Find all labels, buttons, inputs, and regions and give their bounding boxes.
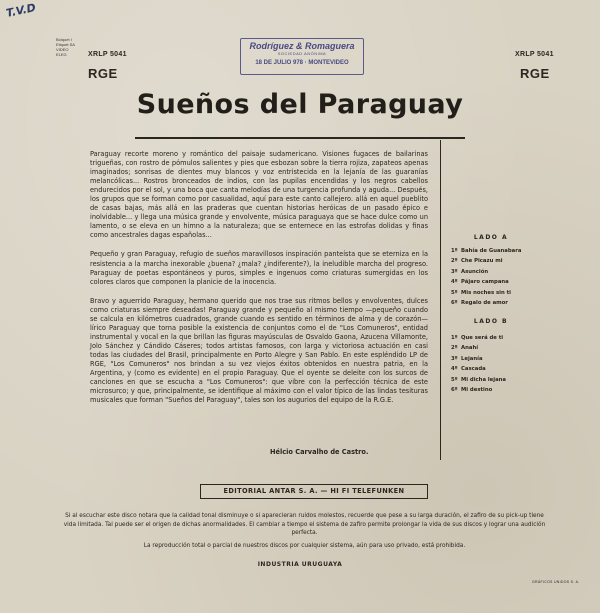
track-item: 2º Anahí bbox=[451, 345, 479, 352]
track-item: 6º Regalo de amor bbox=[451, 300, 508, 307]
stamp-line-1: Rodríguez & Romaguera bbox=[249, 41, 355, 51]
catalog-number-left: XRLP 5041 bbox=[88, 51, 127, 58]
title-underline bbox=[135, 137, 465, 139]
liner-notes bbox=[90, 150, 428, 415]
track-item: 1º Que será de ti bbox=[451, 335, 504, 341]
track-item: 5º Mi dicha lejana bbox=[451, 376, 507, 383]
track-item: 3º Lejanía bbox=[451, 355, 483, 362]
liner-signature: Hélcio Carvalho de Castro. bbox=[270, 448, 369, 456]
track-item: 4º Cascada bbox=[451, 366, 486, 373]
track-item: 2º Che Picazu mi bbox=[451, 258, 503, 265]
top-label-line: VIDEO bbox=[56, 47, 69, 52]
track-item: 1º Bahía de Guanabara bbox=[451, 248, 522, 254]
industry-origin: INDUSTRIA URUGUAYA bbox=[257, 561, 343, 568]
reproduction-notice: La reproducción total o parcial de nuestros discos por cualquier sistema, aún para uso privado, está prohibida. bbox=[143, 543, 466, 549]
track-item: 5º Mis noches sin ti bbox=[451, 289, 511, 296]
printer-credit: GRÁFICOS UNIDOS S. A. bbox=[532, 580, 580, 584]
track-item: 3º Asunción bbox=[451, 268, 489, 275]
store-stamp bbox=[240, 38, 364, 75]
liner-paragraph: Paraguay recorte moreno y romántico del paisaje sudamericano. Visiones fugaces de bailarinas trigueñas, con rostro de pómulos salientes y pies que esbozan sobre la tierra rojiza, zapateos apenas imaginados; sonrisas de dientes muy blancos y voz entristecida en la lejanía de las guaranías melancólicas... Rostros bronceados de indios, con las pupilas encendidas y los negros cabellos endurecidos por el sol, y una boca que canta melodías de una turgencia profunda y aguda... Después, los grupos que se forman como por casualidad, aquí para este canto callejero. allá en aquel pueblito de casas bajas, más allá en las praderas que cuentan historias heróicas de un pasado épico e inolvidable... y llega una música grande y envolvente, música paraguaya que se hace dulce como un lamento, o se eleva en un himno a la naturaleza; que se enternece en las estrofas dolidas y finas como ancestrales dagas españolas... bbox=[90, 150, 428, 240]
album-title: Sueños del Paraguay bbox=[136, 89, 464, 120]
side-b-title: LADO B bbox=[473, 318, 509, 325]
catalog-number-right: XRLP 5041 bbox=[515, 51, 554, 58]
stamp-line-3: 18 DE JULIO 978 · MONTEVIDEO bbox=[255, 60, 349, 66]
stylus-notice: Si al escuchar este disco notara que la calidad tonal disminuye o si aparecieran ruidos molestos, recuerde que pese a su larga duración, el zafiro de su pick-up tiene vida limitada. Tal puede ser el origen de dichas anormalidades. El cambiar a tiempo el sistema de zafiro permite prolongar la vida de sus discos y lograr una audición perfecta. bbox=[63, 513, 546, 536]
top-label-line: Etiquet.SA bbox=[56, 42, 75, 47]
top-left-label bbox=[56, 37, 84, 57]
side-a-title: LADO A bbox=[473, 234, 509, 241]
side-a-tracks bbox=[451, 246, 521, 308]
liner-paragraph: Bravo y aguerrido Paraguay, hermano querido que nos trae sus ritmos bellos y envolventes, dulces como criaturas siempre deseadas! Paraguay grande y pequeño al mismo tiempo —pequeño cuando se calcula en kilómetros cuadrados, grande cuando es sentido en términos de alma y de corazón— lírico Paraguay que torna posible la existencia de conjuntos como el de "Los Comuneros", entidad instrumental y vocal en la que brillan las figuras mayúsculas de Osvaldo Gaona, Azucena Villamonte, Jolo Sánchez y Cándido Cáseres; todos artistas famosos, con larga y victoriosa actuación en casi todas las ciudades del Brasil, principalmente en Porto Alegre y San Pablo. En este espléndido LP de RGE, "Los Comuneros" nos brindan a su vez viejos éxitos obtenidos en nuestra patria, en la Argentina, y (como es evidente) en el propio Paraguay. Que el oyente se deleite con los surcos de canciones en que se escucha a "Los Comuneros": que vibre con la perfección técnica de este microsurco; y que, principalmente, se identifique al máximo con el valor típico de las lindas tesituras musicales que forman "Sueños del Paraguay", tales son los augurios del equipo de la R.G.E. bbox=[90, 296, 428, 405]
handwritten-note: T.V.D bbox=[4, 1, 37, 20]
publisher-box: EDITORIAL ANTAR S. A. — HI FI TELEFUNKEN bbox=[200, 484, 428, 499]
label-brand-right: RGE bbox=[520, 66, 550, 81]
top-label-line: ELEG bbox=[56, 52, 67, 57]
side-b-tracks bbox=[451, 333, 506, 395]
liner-paragraph: Pequeño y gran Paraguay, refugio de sueños maravillosos inspiración panteísta que se eterniza en la resistencia a la marcha inexorable ¿buena? ¿mala? ¿indiferente?), la ineludible marcha del progreso. Paraguay de poetas espontáneos y puros, simples e ingenuos como criaturas sumergidas en los colores claros que componen la planicie de la inocencia. bbox=[90, 250, 428, 286]
track-item: 4º Pájaro campana bbox=[451, 279, 509, 286]
top-label-line: Bolquet I bbox=[56, 37, 72, 42]
track-item: 6º Mi destino bbox=[451, 387, 493, 394]
track-listing bbox=[440, 140, 541, 460]
label-brand-left: RGE bbox=[88, 66, 118, 81]
stamp-line-2: SOCIEDAD ANÓNIMA bbox=[277, 51, 327, 56]
